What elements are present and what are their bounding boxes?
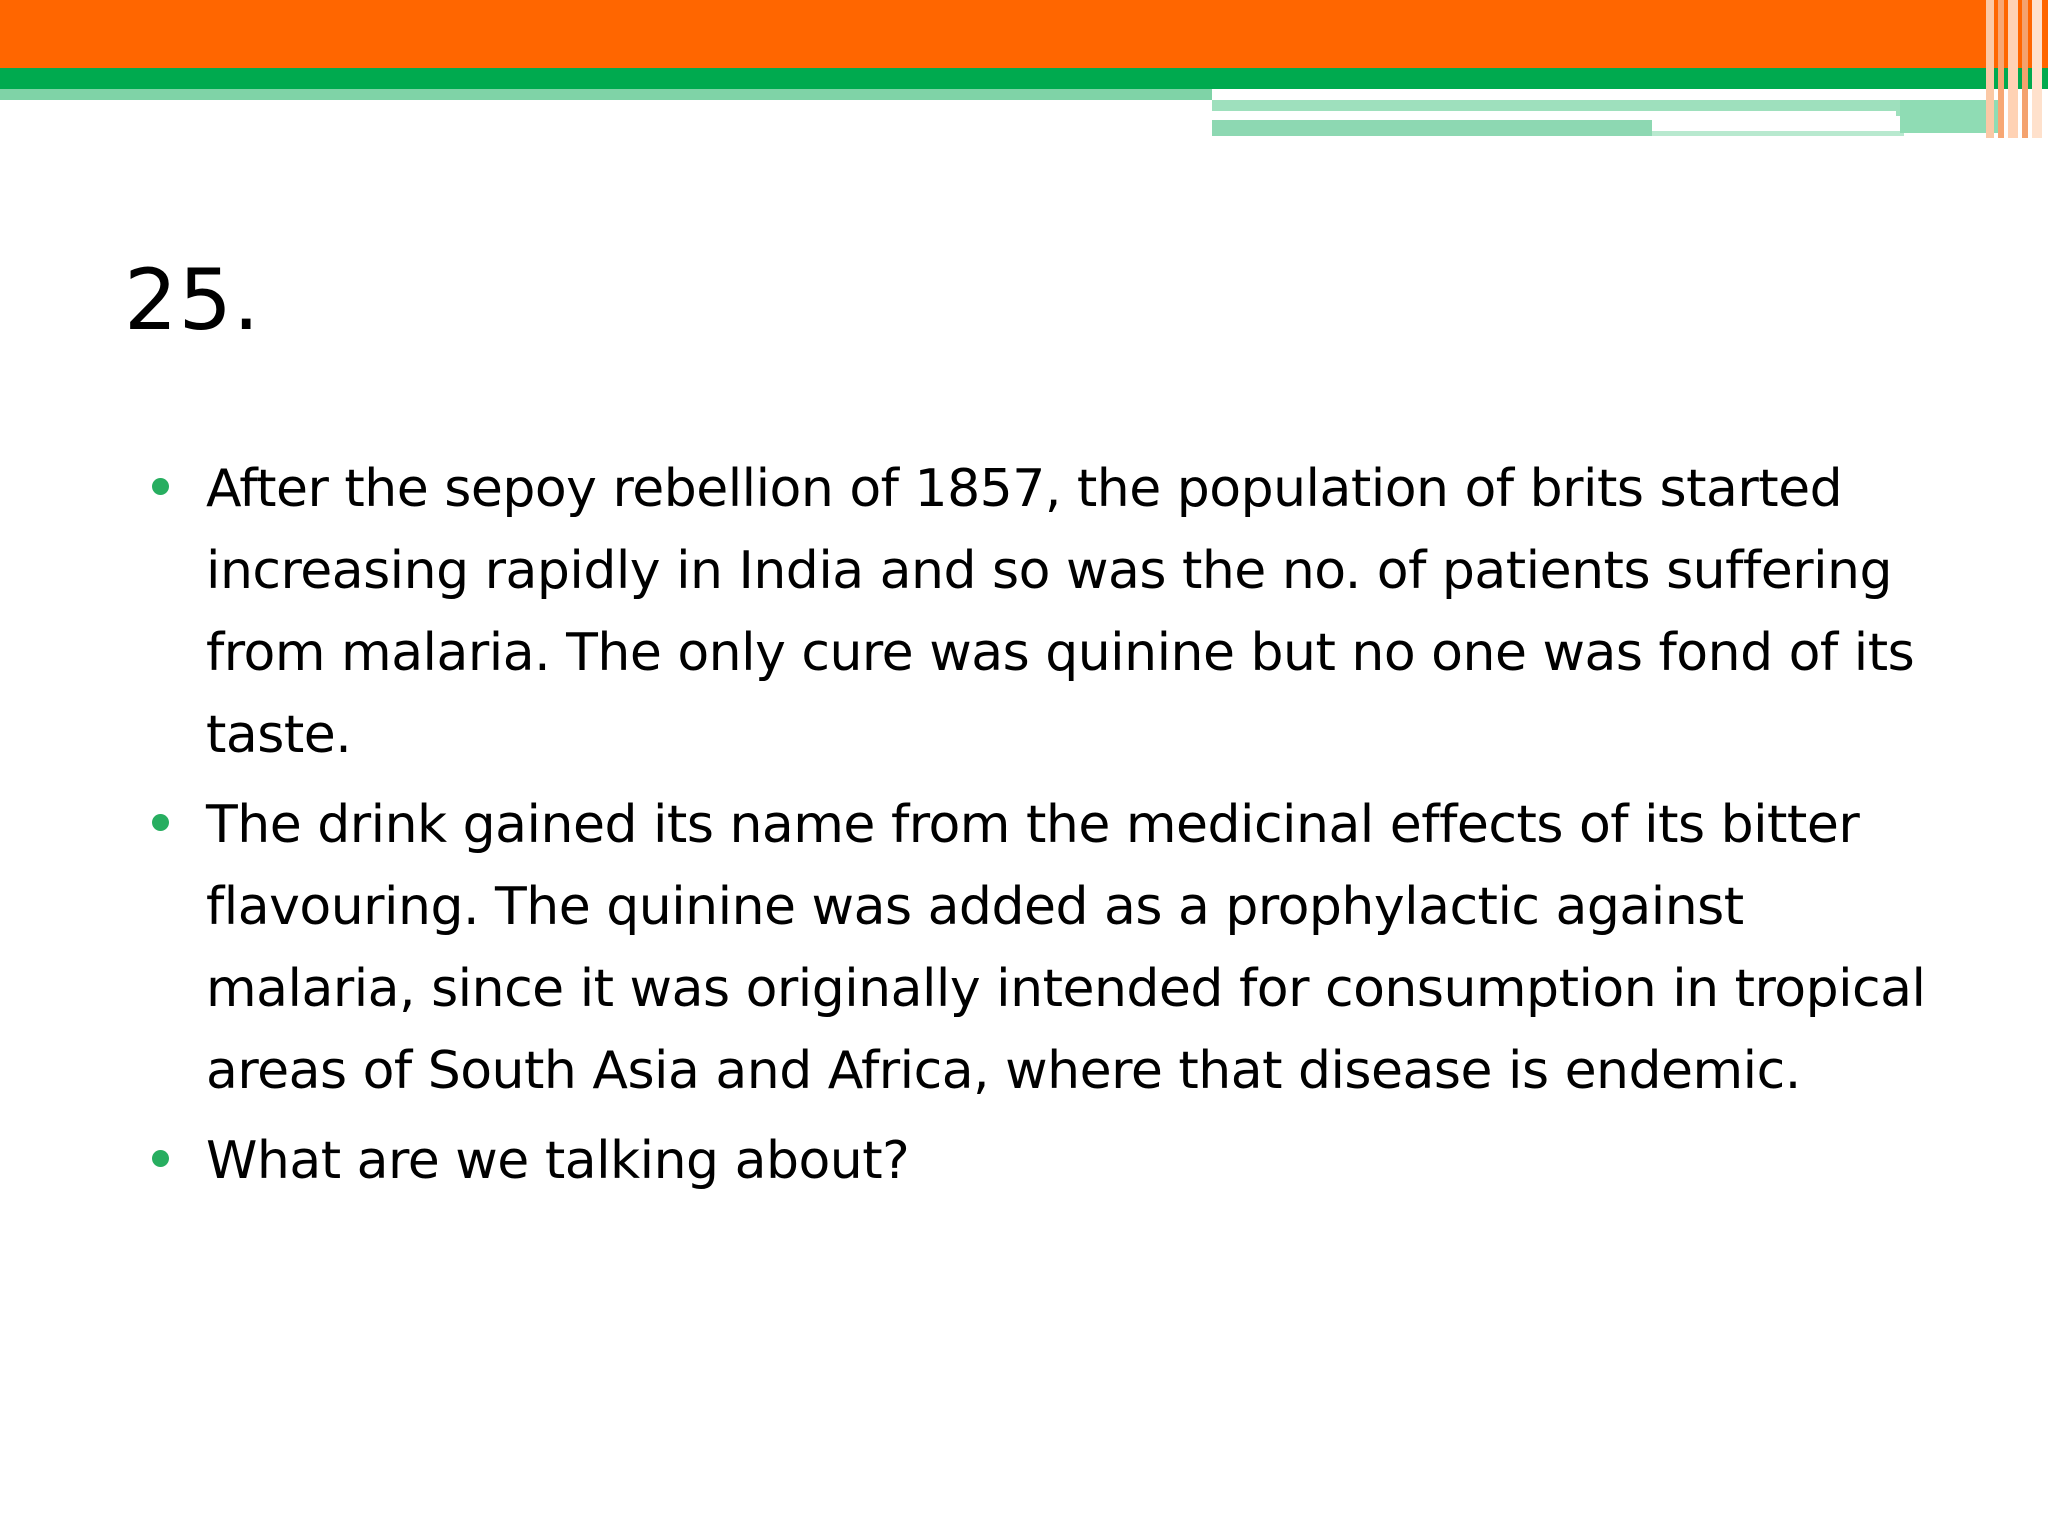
light-green-stripe bbox=[0, 89, 1212, 100]
bullet-text: What are we talking about? bbox=[206, 1131, 910, 1191]
bullet-item bbox=[150, 784, 1940, 1112]
bullet-dot-icon bbox=[152, 1150, 169, 1167]
light-green-stripe bbox=[1900, 100, 2000, 133]
bullet-text: After the sepoy rebellion of 1857, the population of brits started increasing rapidly in India and so was the no. of patients suffering from malaria. The only cure was quinine but no one was fond of its taste. bbox=[206, 459, 1915, 765]
edge-accent-bar bbox=[2032, 0, 2042, 138]
bullet-dot-icon bbox=[152, 478, 169, 495]
header-decoration bbox=[0, 0, 2048, 150]
light-green-stripe bbox=[1652, 131, 1904, 136]
orange-stripe bbox=[0, 0, 2048, 68]
bullet-text: The drink gained its name from the medicinal effects of its bitter flavouring. The quinine was added as a prophylactic against malaria, since it was originally intended for consumption in tropical areas of South Asia and Africa, where that disease is endemic. bbox=[206, 795, 1926, 1101]
bullet-item bbox=[150, 1120, 1940, 1202]
edge-accent-bar bbox=[1998, 0, 2004, 138]
edge-accent-bar bbox=[1986, 0, 1994, 138]
bullet-item bbox=[150, 448, 1940, 776]
bullet-list bbox=[150, 448, 1940, 1210]
edge-accent-bar bbox=[2022, 0, 2028, 138]
bullet-dot-icon bbox=[152, 814, 169, 831]
green-stripe bbox=[0, 68, 2048, 89]
white-accent-line bbox=[1212, 111, 1896, 116]
slide-title: 25. bbox=[124, 251, 261, 349]
edge-accent-bar bbox=[2008, 0, 2018, 138]
light-green-stripe bbox=[1212, 120, 1652, 136]
